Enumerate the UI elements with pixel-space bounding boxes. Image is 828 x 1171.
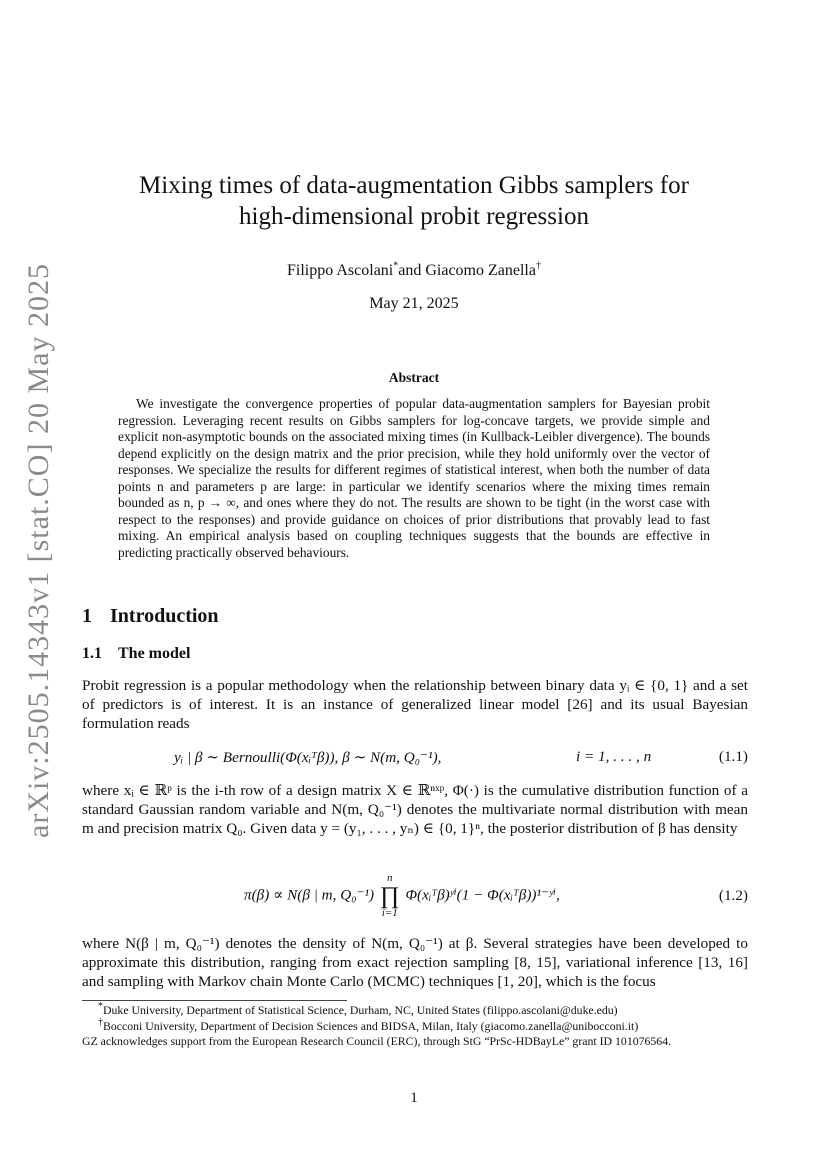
paragraph-3: where N(β | m, Q₀⁻¹) denotes the density of N(m, Q₀⁻¹) at β. Several strategies have been developed to approximate this distribution, ranging from exact rejection sampling [8, 15], variational inference [13, 16] and sampling with Markov chain Monte Carlo (MCMC) techniques [1, 20], which is the focus [82, 935, 748, 990]
section-title: Introduction [110, 605, 219, 627]
equation-1-2 [82, 873, 748, 923]
equation-1-2-number: (1.2) [718, 887, 748, 904]
footnote-1-text: Duke University, Department of Statistical Science, Durham, NC, United States (filippo.ascolani@duke.edu) [103, 1003, 618, 1017]
equation-1-1-index: i = 1, . . . , n [576, 748, 652, 765]
subsection-title: The model [118, 645, 191, 662]
footnote-1-mark: * [98, 1001, 103, 1013]
subsection-number: 1.1 [82, 645, 102, 662]
authors [80, 262, 748, 280]
product-operator [380, 873, 400, 919]
footnote-2-text: Bocconi University, Department of Decision Sciences and BIDSA, Milan, Italy (giacomo.zanella@unibocconi.it) [103, 1019, 639, 1033]
title-line-1: Mixing times of data-augmentation Gibbs samplers for [139, 172, 689, 199]
footnote-1 [98, 1003, 768, 1018]
section-number: 1 [82, 605, 92, 627]
paragraph-1: Probit regression is a popular methodology when the relationship between binary data yᵢ ∈ {0, 1} and a set of predictors is of interest. It is an instance of generalized linear model [26] and its usual Bayesian formulation reads [82, 677, 748, 732]
author-1: Filippo Ascolani [287, 262, 394, 279]
author-2-mark: † [535, 260, 541, 272]
arxiv-identifier: arXiv:2505.14343v1 [stat.CO] 20 May 2025 [22, 263, 55, 838]
product-lower: i=1 [381, 907, 398, 919]
author-1-mark: * [393, 260, 399, 272]
author-2: and Giacomo Zanella [398, 262, 536, 279]
product-upper: n [387, 872, 393, 884]
title-line-2: high-dimensional probit regression [239, 203, 589, 230]
section-heading [82, 605, 219, 628]
equation-1-2-rhs: Φ(xᵢᵀβ)ʸⁱ(1 − Φ(xᵢᵀβ))¹⁻ʸⁱ, [405, 886, 560, 904]
abstract-text: We investigate the convergence properties of popular data-augmentation samplers for Bayesian probit regression. Leveraging recent results on Gibbs samplers for log-concave targets, we provide simple and explicit non-asymptotic bounds on the associated mixing times (in Kullback-Leibler divergence). The bounds depend explicitly on the design matrix and the prior precision, while they hold uniformly over the vector of responses. We specialize the results for different regimes of statistical interest, when both the number of data points n and parameters p are large: in particular we identify scenarios where the mixing times remain bounded as n, p → ∞, and ones where they do not. The results are shown to be tight (in the worst case with respect to the responses) and provide guidance on choices of prior distributions that provably lead to fast mixing. An empirical analysis based on coupling techniques suggests that the bounds are effective in predicting practically observed behaviours. [118, 396, 710, 560]
product-symbol: ∏ [379, 883, 400, 909]
footnote-2-mark: † [98, 1017, 103, 1029]
equation-1-2-body [244, 873, 560, 919]
equation-1-1-body: yᵢ | β ∼ Bernoulli(Φ(xᵢᵀβ)), β ∼ N(m, Q₀⁻¹), [174, 749, 442, 766]
footnote-rule [82, 1000, 347, 1001]
paragraph-2: where xᵢ ∈ ℝᵖ is the i-th row of a design matrix X ∈ ℝⁿˣᵖ, Φ(·) is the cumulative distribution function of a standard Gaussian random variable and N(m, Q₀⁻¹) denotes the multivariate normal distribution with mean m and precision matrix Q₀. Given data y = (y₁, . . . , yₙ) ∈ {0, 1}ⁿ, the posterior distribution of β has density [82, 782, 748, 837]
page-number: 1 [410, 1090, 418, 1106]
equation-1-1-number: (1.1) [718, 748, 748, 765]
abstract-heading: Abstract [388, 370, 440, 385]
paper-title [80, 170, 748, 232]
paper-date: May 21, 2025 [369, 295, 459, 312]
footnote-2 [98, 1019, 768, 1034]
equation-1-2-lhs: π(β) ∝ N(β | m, Q₀⁻¹) [244, 886, 375, 904]
subsection-heading [82, 645, 190, 663]
footnote-3: GZ acknowledges support from the European Research Council (ERC), through StG “PrSc-HDBayLe” grant ID 101076564. [82, 1034, 672, 1048]
